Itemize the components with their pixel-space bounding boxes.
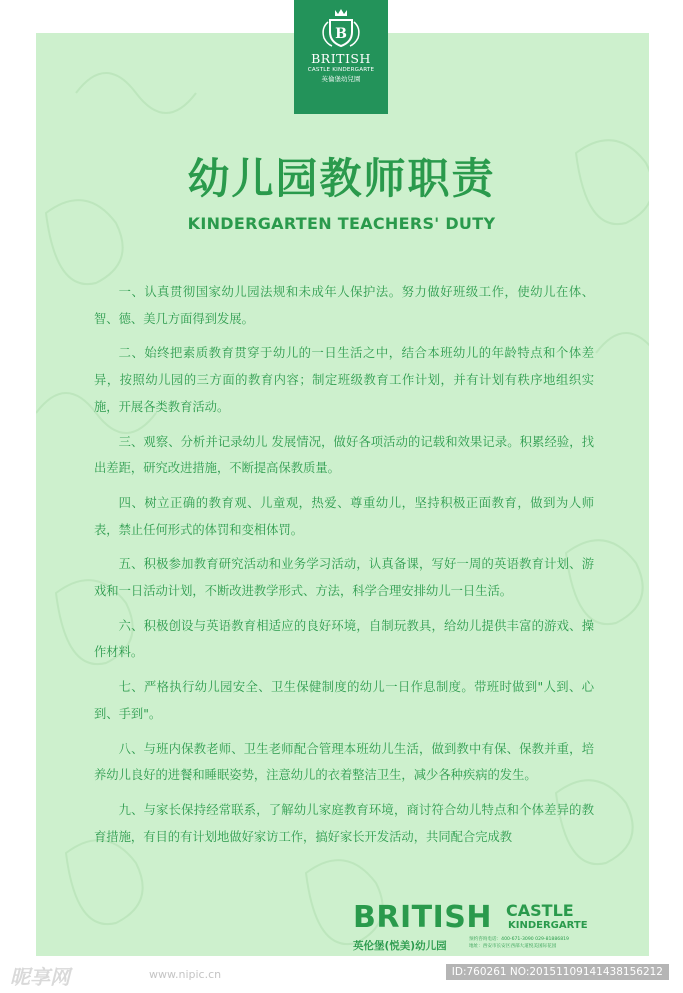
duty-item: 四、树立正确的教育观、儿童观，热爱、尊重幼儿，坚持积极正面教育，做到为人师表，禁止任何形式的体罚和变相体罚。: [94, 495, 594, 537]
footer-kindergarte: KINDERGARTE: [508, 920, 588, 931]
duty-item: 八、与班内保教老师、卫生老师配合管理本班幼儿生活，做到教中有保、保教并重，培养幼儿良好的进餐和睡眠姿势，注意幼儿的衣着整洁卫生，减少各种疾病的发生。: [94, 741, 594, 783]
duty-item: 二、始终把素质教育贯穿于幼儿的一日生活之中，结合本班幼儿的年龄特点和个体差异，按照幼儿园的三方面的教育内容；制定班级教育工作计划，并有计划有秩序地组织实施，开展各类教育活动。: [94, 346, 594, 414]
duty-item: 七、严格执行幼儿园安全、卫生保健制度的幼儿一日作息制度。带班时做到"人到、心到、手到"。: [94, 680, 594, 721]
duty-item: 三、观察、分析并记录幼儿 发展情况，做好各项活动的记载和效果记录。积累经验，找出差距，研究改进措施，不断提高保教质量。: [94, 434, 594, 476]
duty-item: 六、积极创设与英语教育相适应的良好环境，自制玩教具，给幼儿提供丰富的游戏、操作材料。: [94, 618, 594, 660]
footer-brand: BRITISH: [353, 900, 492, 935]
svg-text:B: B: [335, 26, 347, 42]
badge-brand: BRITISH: [311, 51, 371, 66]
watermark-id: ID:760261 NO:20151109141438156212: [446, 964, 669, 980]
footer-logo: [353, 900, 593, 955]
page-title-english: KINDERGARTEN TEACHERS' DUTY: [187, 214, 496, 233]
duty-item: 五、积极参加教育研究活动和业务学习活动，认真备课，写好一周的英语教育计划、游戏和一日活动计划，不断改进教学形式、方法，科学合理安排幼儿一日生活。: [94, 557, 594, 599]
footer-contact: [469, 936, 569, 950]
duty-list: [94, 279, 594, 858]
footer-chinese-name: 英伦堡(悦美)幼儿园: [353, 940, 447, 952]
footer-phone: 预约咨询电话：400-671-3090 029-81886819: [469, 937, 569, 942]
page-title-chinese: 幼儿园教师职责: [187, 154, 496, 203]
footer-castle: CASTLE: [506, 901, 574, 920]
badge-subtitle: CASTLE KINDERGARTE: [307, 67, 375, 73]
duty-item: 九、与家长保持经常联系，了解幼儿家庭教育环境，商讨符合幼儿特点和个体差异的教育措施，有目的有计划地做好家访工作，搞好家长开发活动，共同配合完成教: [94, 802, 594, 844]
top-logo-badge: [294, 0, 388, 114]
watermark-logo: 昵享网: [10, 965, 70, 989]
castle-crest-icon: [318, 6, 364, 50]
badge-chinese-name: 英倫堡幼兒園: [321, 75, 361, 83]
duty-item: 一、认真贯彻国家幼儿园法规和未成年人保护法。努力做好班级工作，使幼儿在体、智、德、美几方面得到发展。: [94, 285, 594, 326]
watermark-url: www.nipic.cn: [149, 968, 222, 981]
footer-address: 地址：西安市长安区西部大道悦美国际花园: [469, 944, 557, 949]
